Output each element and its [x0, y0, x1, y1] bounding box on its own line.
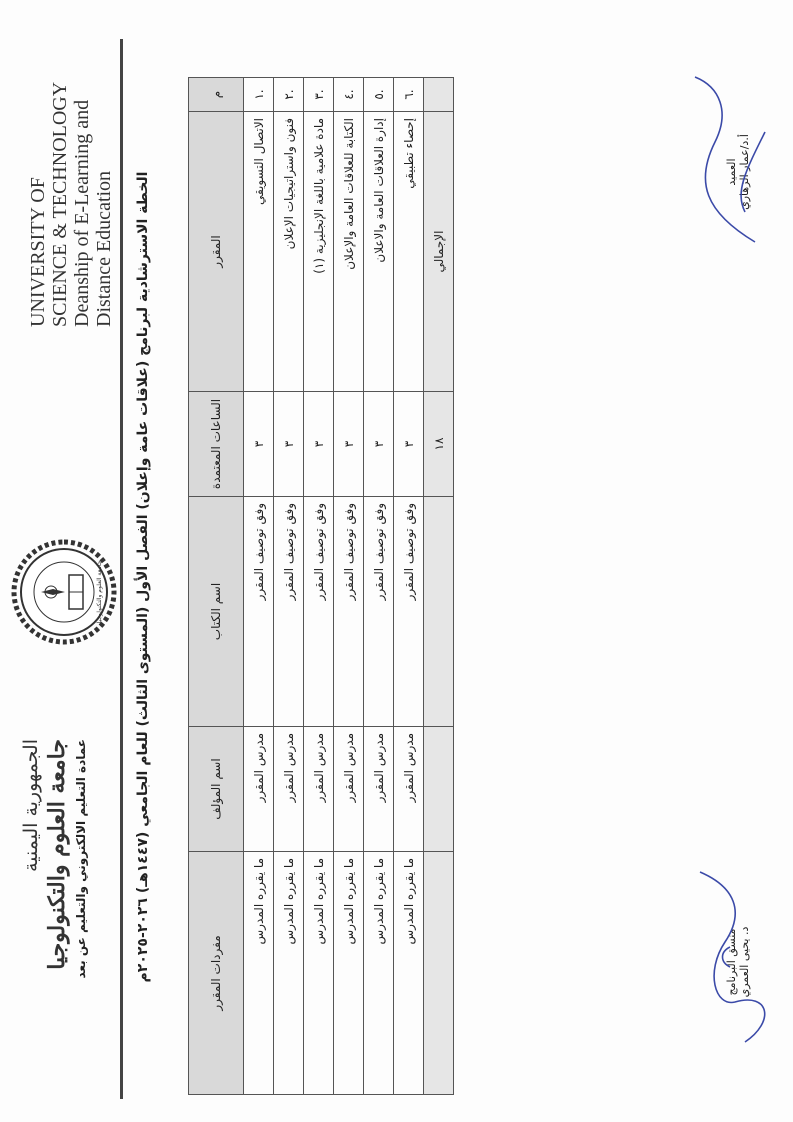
dean-signature [725, 72, 751, 272]
row-course: مادة علامية باللغة الإنجليزية (١) [304, 112, 334, 392]
row-items: ما يقرره المدرس [364, 852, 394, 1095]
logo-text: جامعة العلوم والتكنولوجيا [96, 560, 103, 624]
row-book: وفق توصيف المقرر [364, 497, 394, 727]
english-header-line: Distance Education [93, 170, 115, 327]
row-hours: ٣ [244, 392, 274, 497]
table-row [364, 78, 394, 1095]
row-items: ما يقرره المدرس [394, 852, 424, 1095]
row-items: ما يقرره المدرس [304, 852, 334, 1095]
table-total-row [424, 78, 454, 1095]
row-items: ما يقرره المدرس [334, 852, 364, 1095]
english-header-line: SCIENCE & TECHNOLOGY [49, 81, 71, 327]
row-num: .١ [244, 78, 274, 112]
total-empty-cell [424, 852, 454, 1095]
row-num: .٣ [304, 78, 334, 112]
row-author: مدرس المقرر [274, 727, 304, 852]
header-cell-author: اسم المؤلف [189, 727, 244, 852]
total-label: الإجمالي [424, 112, 454, 392]
arabic-header-line2: جامعة العلوم والتكنولوجيا [44, 739, 70, 970]
dean-title: العميد [725, 158, 738, 186]
header-cell-num: م [189, 78, 244, 112]
row-author: مدرس المقرر [364, 727, 394, 852]
row-course: الكتابة للعلاقات العامة والإعلان [334, 112, 364, 392]
row-author: مدرس المقرر [334, 727, 364, 852]
coordinator-title: منسق البرنامج [725, 928, 738, 996]
total-hours: ١٨ [424, 392, 454, 497]
header-cell-book: اسم الكتاب [189, 497, 244, 727]
row-book: وفق توصيف المقرر [244, 497, 274, 727]
plan-title: الخطة الاسترشادية لبرنامج (علاقات عامة وإعلان) الفصل الأول (المستوى الثالث) للعام الجامعي (١٤٤٧هـ) ٢٠٢٦-٢٠٢٥م [135, 171, 151, 983]
row-author: مدرس المقرر [394, 727, 424, 852]
arabic-header-sub: عمادة التعليم الالكتروني والتعليم عن بعد [74, 739, 88, 979]
rotated-content [5, 5, 788, 1117]
row-num: .٦ [394, 78, 424, 112]
arabic-header-line1: الجمهورية اليمنية [20, 739, 42, 873]
row-course: إحصاء تطبيقي [394, 112, 424, 392]
coordinator-name: د. يحيى العمري [738, 926, 751, 998]
row-course: الاتصال التسويقي [244, 112, 274, 392]
row-hours: ٣ [304, 392, 334, 497]
coordinator-signature [725, 862, 751, 1062]
table-row [244, 78, 274, 1095]
row-num: .٢ [274, 78, 304, 112]
row-author: مدرس المقرر [304, 727, 334, 852]
header-cell-course: المقرر [189, 112, 244, 392]
signature-scribble-icon [675, 862, 785, 1062]
english-header-line: UNIVERSITY OF [27, 177, 49, 327]
total-empty-cell [424, 727, 454, 852]
header-divider [120, 39, 123, 1099]
row-course: إدارة العلاقات العامة والاعلان [364, 112, 394, 392]
arabic-header [20, 739, 88, 1099]
header-cell-items: مفردات المقرر [189, 852, 244, 1095]
row-book: وفق توصيف المقرر [274, 497, 304, 727]
row-items: ما يقرره المدرس [274, 852, 304, 1095]
table-row [304, 78, 334, 1095]
row-book: وفق توصيف المقرر [334, 497, 364, 727]
study-plan-table [188, 77, 454, 1095]
row-hours: ٣ [394, 392, 424, 497]
row-hours: ٣ [364, 392, 394, 497]
table-row [394, 78, 424, 1095]
row-book: وفق توصيف المقرر [304, 497, 334, 727]
english-header [27, 27, 115, 327]
total-num-empty [424, 78, 454, 112]
table-row [334, 78, 364, 1095]
table-header-row [189, 78, 244, 1095]
signature-scribble-icon [675, 72, 785, 272]
table-row [274, 78, 304, 1095]
row-items: ما يقرره المدرس [244, 852, 274, 1095]
row-author: مدرس المقرر [244, 727, 274, 852]
total-empty-cell [424, 497, 454, 727]
row-hours: ٣ [274, 392, 304, 497]
row-num: .٥ [364, 78, 394, 112]
row-hours: ٣ [334, 392, 364, 497]
row-book: وفق توصيف المقرر [394, 497, 424, 727]
university-logo-icon [11, 539, 117, 645]
dean-name: أ.د/عمار الزهاري [738, 134, 751, 210]
header-cell-hours: الساعات المعتمدة [189, 392, 244, 497]
row-course: فنون واستراتيجيات الإعلان [274, 112, 304, 392]
english-header-line: Deanship of E-Learning and [71, 99, 93, 327]
row-num: .٤ [334, 78, 364, 112]
